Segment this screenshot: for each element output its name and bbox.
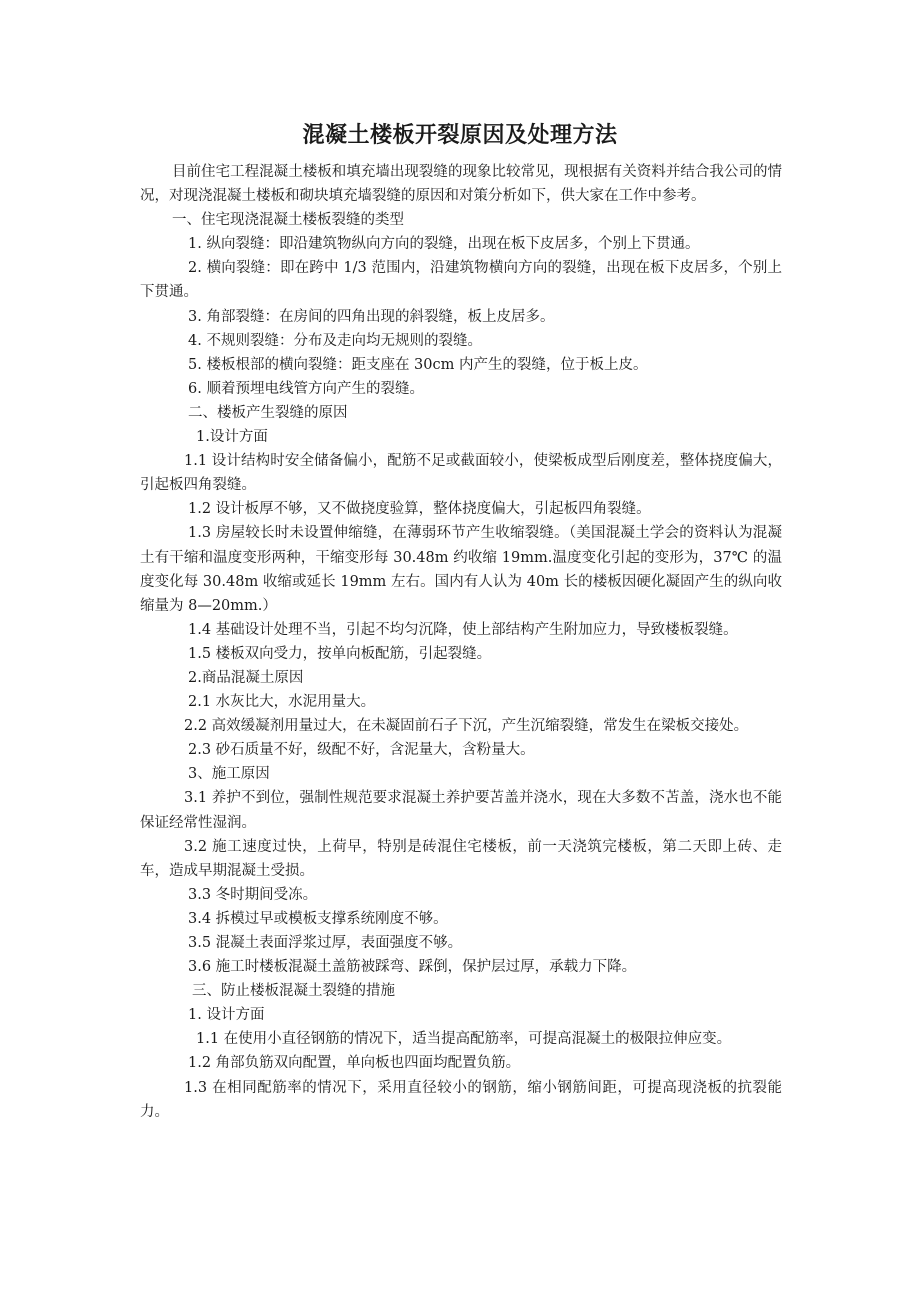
list-item: 1.1 设计结构时安全储备偏小，配筋不足或截面较小，使梁板成型后刚度差，整体挠度偏大，引起板四角裂缝。 — [140, 453, 782, 494]
subsection-heading: 1.设计方面 — [196, 429, 268, 446]
list-item: 6. 顺着预埋电线管方向产生的裂缝。 — [188, 380, 424, 397]
list-item: 1.3 在相同配筋率的情况下，采用直径较小的钢筋，缩小钢筋间距，可提高现浇板的抗裂能力。 — [140, 1079, 782, 1120]
document-title: 混凝土楼板开裂原因及处理方法 — [302, 123, 618, 148]
section-2-heading: 二、楼板产生裂缝的原因 — [188, 404, 348, 421]
list-item: 3.6 施工时楼板混凝土盖筋被踩弯、踩倒，保护层过厚，承载力下降。 — [188, 959, 637, 976]
list-item: 3.2 施工速度过快，上荷早，特别是砖混住宅楼板，前一天浇筑完楼板，第二天即上砖、走车，造成早期混凝土受损。 — [140, 838, 782, 879]
list-item: 1.1 在使用小直径钢筋的情况下，适当提高配筋率，可提高混凝土的极限拉伸应变。 — [196, 1031, 732, 1048]
section-3-heading: 三、防止楼板混凝土裂缝的措施 — [192, 983, 395, 1000]
list-item: 4. 不规则裂缝：分布及走向均无规则的裂缝。 — [188, 332, 482, 349]
list-item: 1.4 基础设计处理不当，引起不均匀沉降，使上部结构产生附加应力，导致楼板裂缝。 — [188, 621, 738, 638]
list-item: 3.1 养护不到位，强制性规范要求混凝土养护要苫盖并浇水，现在大多数不苫盖，浇水也不能保证经常性湿润。 — [140, 790, 782, 831]
list-item: 2. 横向裂缝：即在跨中 1/3 范围内，沿建筑物横向方向的裂缝，出现在板下皮居多，个别上下贯通。 — [140, 260, 782, 301]
list-item: 5. 楼板根部的横向裂缝：距支座在 30cm 内产生的裂缝，位于板上皮。 — [188, 356, 648, 373]
list-item: 3.3 冬时期间受冻。 — [188, 886, 318, 903]
document-body — [140, 160, 782, 1124]
list-item: 1.2 角部负筋双向配置，单向板也四面均配置负筋。 — [188, 1055, 521, 1072]
list-item: 2.1 水灰比大，水泥用量大。 — [188, 694, 376, 711]
list-item: 1.3 房屋较长时未设置伸缩缝，在薄弱环节产生收缩裂缝。（美国混凝土学会的资料认为混凝土有干缩和温度变形两种，干缩变形每 30.48m 约收缩 19mm.温度变化引起的变形为，37℃ 的温度变化每 30.48m 收缩或延长 19mm 左右。国内有人认为 40m 长的楼板因硬化凝固产生的纵向收缩量为 8—20mm.） — [140, 525, 782, 614]
subsection-heading: 1. 设计方面 — [188, 1007, 265, 1024]
subsection-heading: 3、施工原因 — [188, 766, 270, 783]
intro-paragraph: 目前住宅工程混凝土楼板和填充墙出现裂缝的现象比较常见，现根据有关资料并结合我公司的情况，对现浇混凝土楼板和砌块填充墙裂缝的原因和对策分析如下，供大家在工作中参考。 — [140, 164, 782, 205]
section-1-heading: 一、住宅现浇混凝土楼板裂缝的类型 — [172, 212, 404, 229]
list-item: 2.3 砂石质量不好，级配不好，含泥量大，含粉量大。 — [188, 742, 535, 759]
list-item: 3. 角部裂缝：在房间的四角出现的斜裂缝，板上皮居多。 — [188, 308, 555, 325]
list-item: 1. 纵向裂缝：即沿建筑物纵向方向的裂缝，出现在板下皮居多，个别上下贯通。 — [188, 236, 700, 253]
list-item: 1.2 设计板厚不够，又不做挠度验算，整体挠度偏大，引起板四角裂缝。 — [188, 501, 651, 518]
list-item: 1.5 楼板双向受力，按单向板配筋，引起裂缝。 — [188, 645, 492, 662]
list-item: 3.4 拆模过早或模板支撑系统刚度不够。 — [188, 910, 448, 927]
list-item: 3.5 混凝土表面浮浆过厚，表面强度不够。 — [188, 935, 463, 951]
subsection-heading: 2.商品混凝土原因 — [188, 669, 304, 686]
list-item: 2.2 高效缓凝剂用量过大，在未凝固前石子下沉，产生沉缩裂缝，常发生在梁板交接处。 — [184, 718, 749, 735]
